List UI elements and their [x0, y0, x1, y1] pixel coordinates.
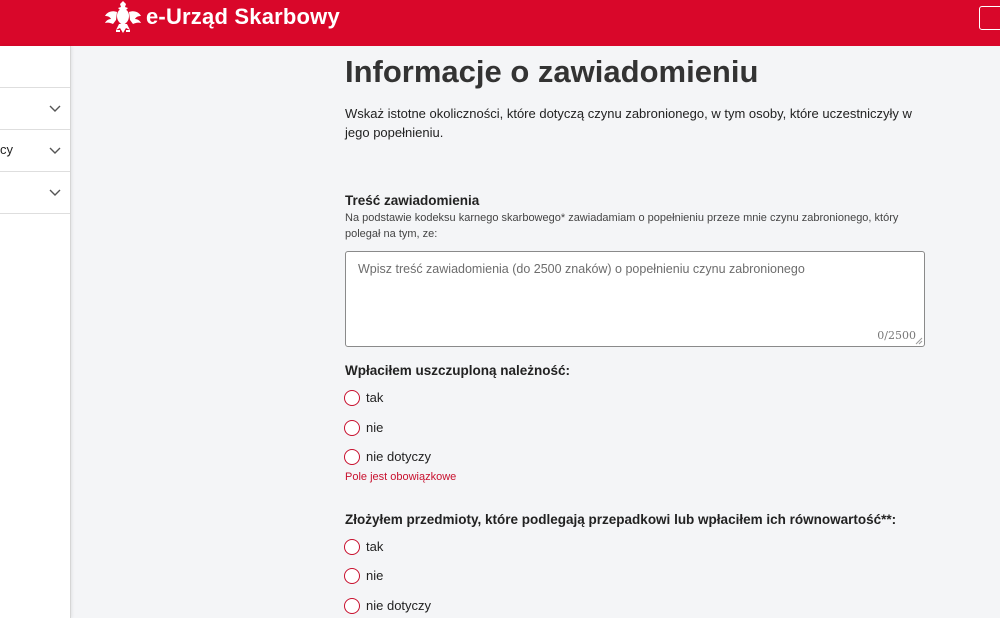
question-forfeit-title: Złożyłem przedmioty, które podlegają przepadkowi lub wpłaciłem ich równowartość**:	[345, 512, 897, 527]
radio-circle[interactable]	[344, 598, 360, 614]
sidebar-item-label: cy	[0, 142, 13, 157]
sidebar-item-3[interactable]	[0, 171, 70, 214]
page-title: Informacje o zawiadomieniu	[345, 54, 759, 89]
radio-circle[interactable]	[344, 449, 360, 465]
sidebar-item-1[interactable]	[0, 87, 70, 129]
notification-textarea[interactable]	[346, 252, 924, 346]
intro-text: Wskaż istotne okoliczności, które dotyczą czynu zabronionego, w tym osoby, które uczestniczyły w jego popełnieniu.	[345, 106, 912, 140]
chevron-down-icon	[48, 185, 62, 199]
notification-field-title: Treść zawiadomienia	[345, 193, 480, 208]
chevron-down-icon	[48, 143, 62, 157]
required-field-error: Pole jest obowiązkowe	[345, 471, 457, 483]
radio-circle[interactable]	[344, 420, 360, 436]
header-right-button[interactable]	[979, 6, 1000, 30]
top-header-bar	[0, 0, 1000, 46]
polish-eagle-icon	[104, 0, 142, 38]
radio-circle[interactable]	[344, 539, 360, 555]
radio-label[interactable]: tak	[366, 390, 384, 405]
radio-label[interactable]: nie dotyczy	[366, 598, 432, 613]
radio-circle[interactable]	[344, 568, 360, 584]
sidebar	[0, 46, 71, 618]
radio-label[interactable]: nie	[366, 420, 384, 435]
brand-name[interactable]: e-Urząd Skarbowy	[146, 4, 340, 29]
notification-textarea-box	[345, 251, 925, 347]
character-counter: 0/2500	[877, 329, 916, 342]
question-paid-title: Wpłaciłem uszczuploną należność:	[345, 363, 571, 378]
notification-field-help: Na podstawie kodeksu karnego skarbowego* zawiadamiam o popełnieniu przeze mnie czynu zabronionego, który polegał na tym, ze:	[345, 212, 899, 240]
radio-label[interactable]: nie dotyczy	[366, 449, 432, 464]
chevron-down-icon	[48, 101, 62, 115]
resize-grip-icon[interactable]	[915, 337, 923, 345]
radio-label[interactable]: nie	[366, 568, 384, 583]
radio-circle[interactable]	[344, 390, 360, 406]
radio-label[interactable]: tak	[366, 539, 384, 554]
sidebar-item-2[interactable]	[0, 129, 70, 171]
